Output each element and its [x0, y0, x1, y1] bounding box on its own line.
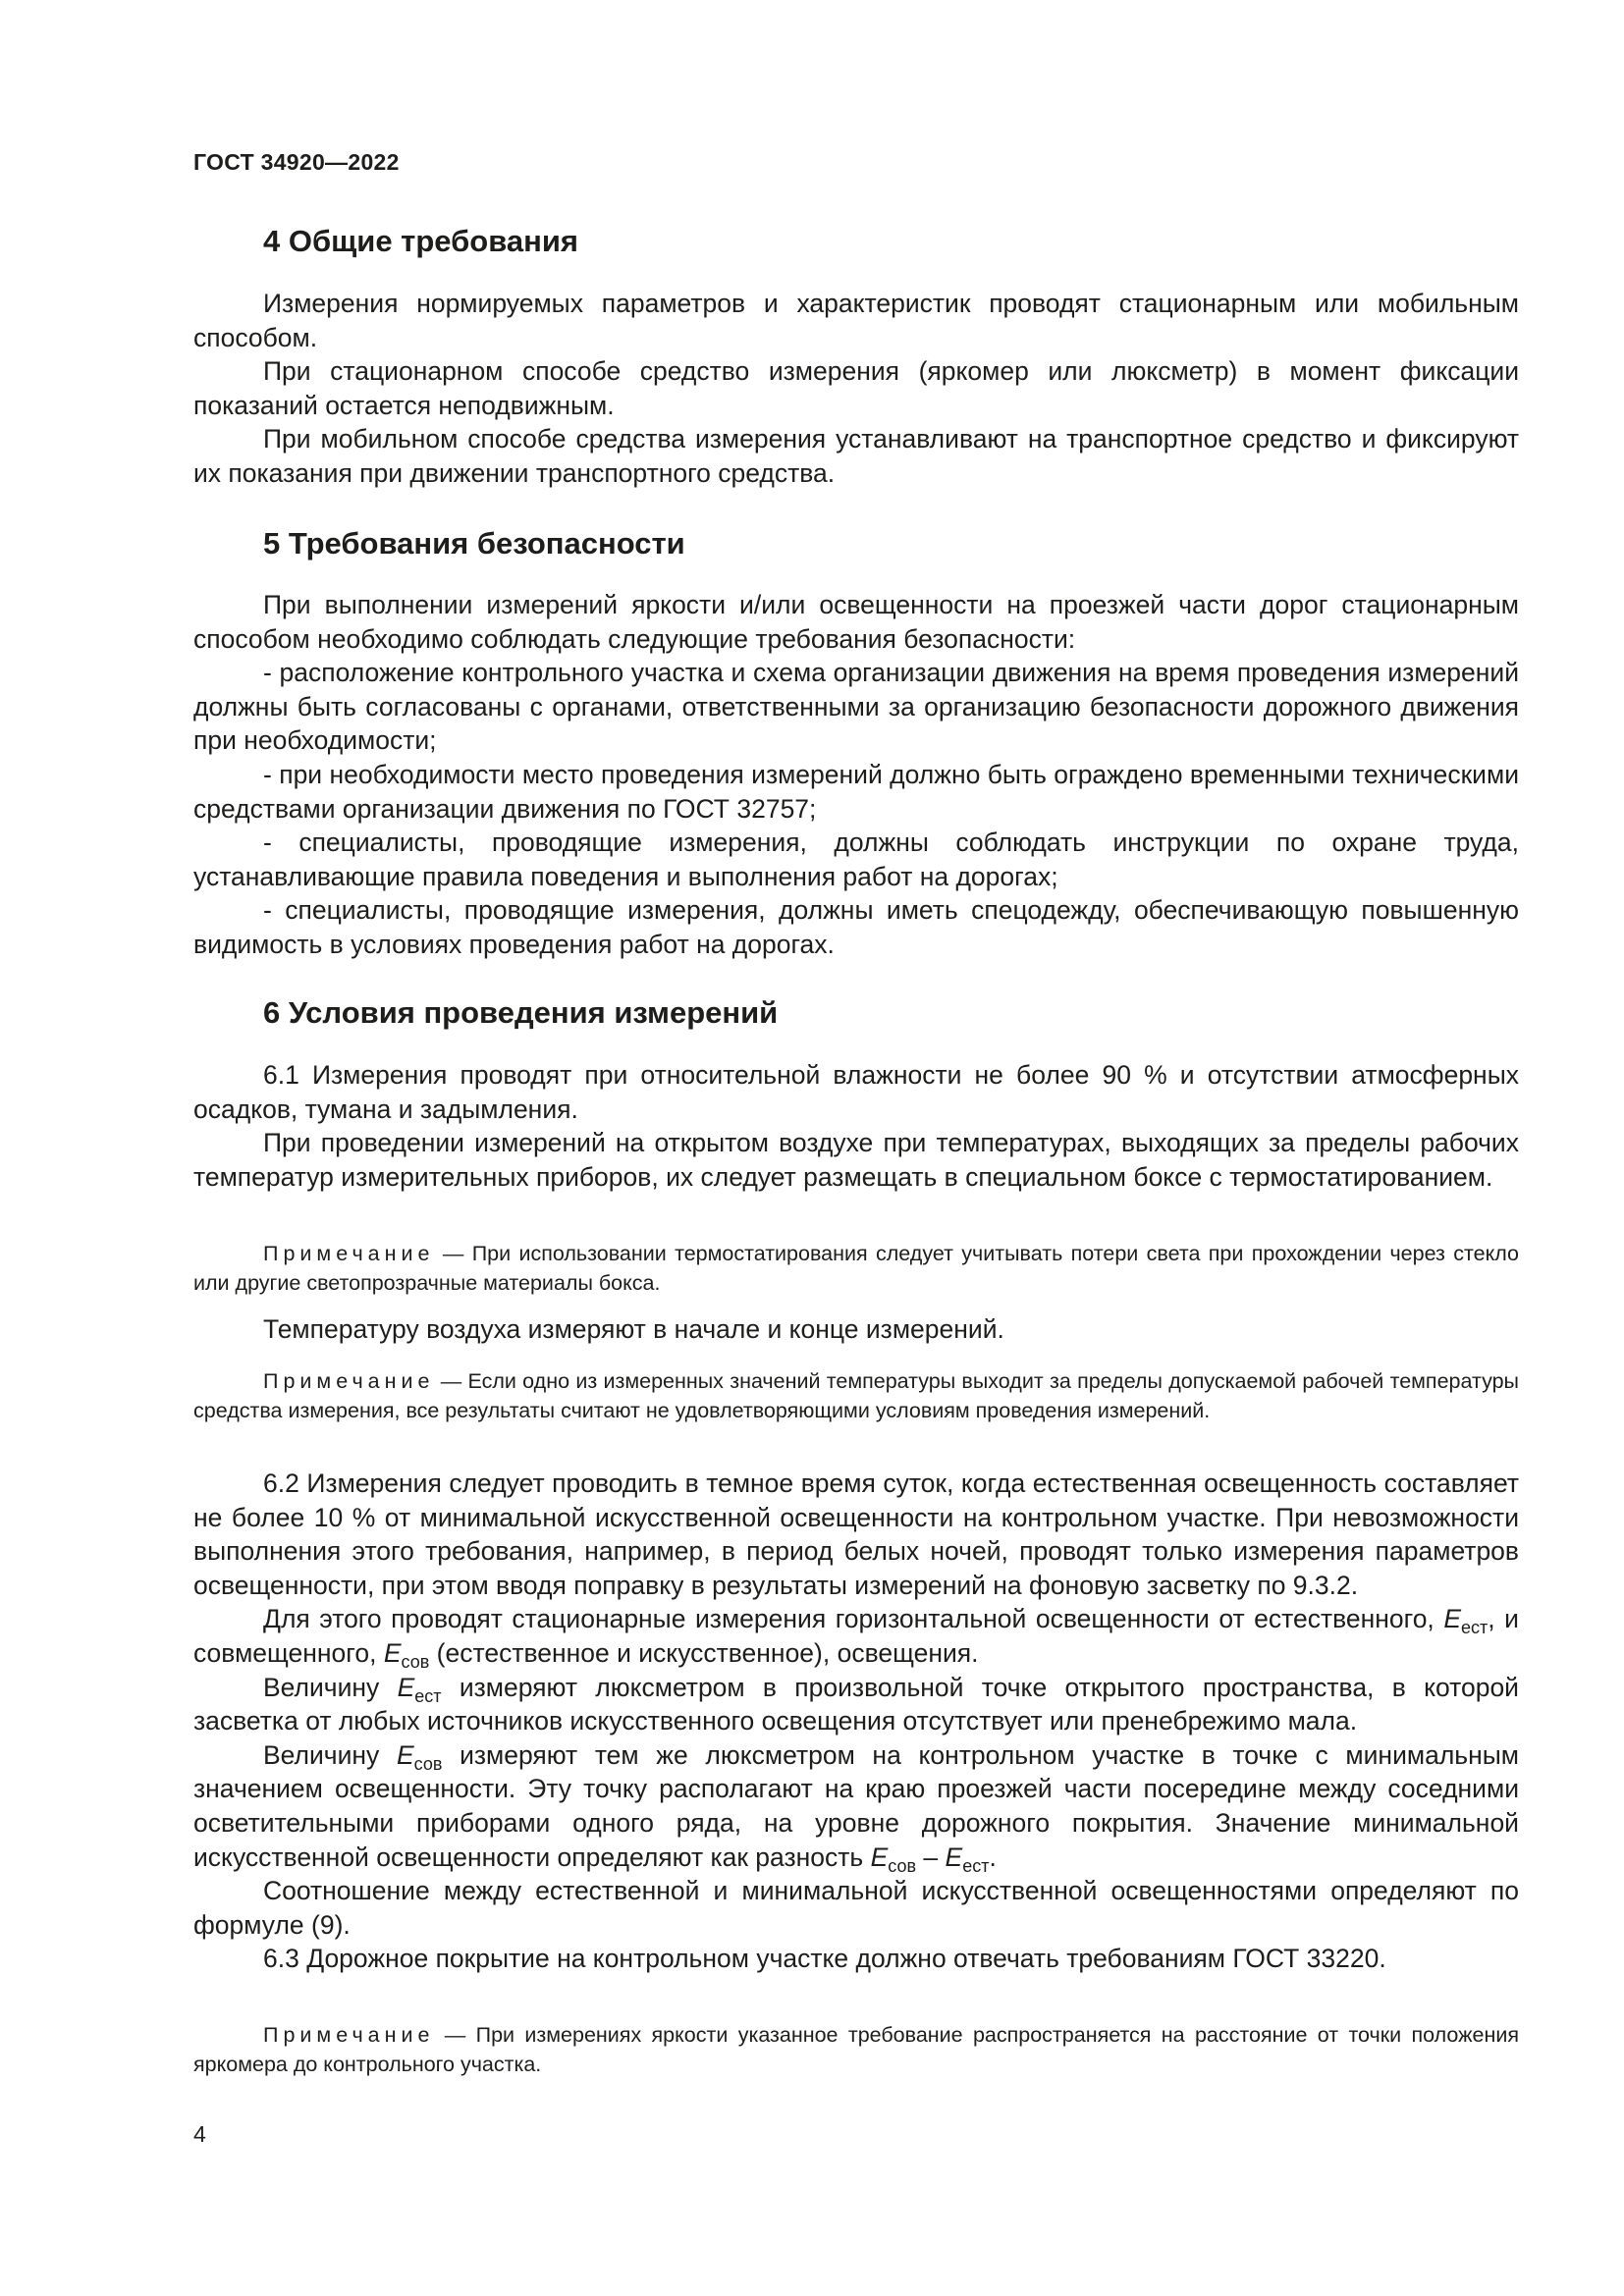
subscript: сов — [888, 1855, 917, 1876]
subscript: сов — [401, 1651, 430, 1672]
subscript: ест — [962, 1855, 990, 1876]
note-label: Примечание — [263, 1369, 435, 1393]
note-label: Примечание — [263, 1242, 435, 1265]
symbol-e: E — [383, 1637, 402, 1668]
subscript: ест — [1461, 1618, 1489, 1638]
section-5-body — [193, 588, 1519, 962]
paragraph: Температуру воздуха измеряют в начале и конце измерений. — [263, 1314, 1004, 1344]
symbol-e: E — [945, 1842, 963, 1872]
page-number: 4 — [193, 2121, 206, 2147]
section-6-title: 6 Условия проведения измерений — [263, 995, 779, 1030]
list-item: - специалисты, проводящие измерения, должны иметь спецодежду, обеспечивающую повышенную видимость в условиях проведения работ на дорогах. — [193, 895, 1519, 959]
symbol-e: E — [396, 1739, 414, 1770]
subscript: сов — [413, 1753, 443, 1774]
paragraph: 6.1 Измерения проводят при относительной влажности не более 90 % и отсутствии атмосферных осадков, тумана и задымления. — [193, 1060, 1519, 1124]
note-2 — [193, 1366, 1519, 1425]
note-text: — Если одно из измеренных значений температуры выходит за пределы допускаемой рабочей температуры средства измерения, все результаты считают не удовлетворяющими условиям проведения измерений. — [193, 1369, 1519, 1422]
list-item: - расположение контрольного участка и схема организации движения на время проведения измерений должны быть согласованы с органами, ответственными за организацию безопасности дорожного движения при необходимости; — [193, 658, 1519, 756]
paragraph: При выполнении измерений яркости и/или освещенности на проезжей части дорог стационарным способом необходимо соблюдать следующие требования безопасности: — [193, 590, 1519, 654]
paragraph: Для этого проводят стационарные измерения горизонтальной освещенности от естественного, $E_{ест}$, и совмещенного, $E_{сов}$ (естественное и искусственное), освещения. — [193, 1604, 1519, 1672]
section-5-title: 5 Требования безопасности — [263, 526, 685, 561]
paragraph: При стационарном способе средство измерения (яркомер или люксметр) в момент фиксации показаний остается неподвижным. — [193, 356, 1519, 420]
paragraph: Соотношение между естественной и минимальной искусственной освещенностями определяют по формуле (9). — [193, 1876, 1519, 1940]
section-4-title: 4 Общие требования — [263, 224, 578, 258]
note-text: — При измерениях яркости указанное требование распространяется на расстояние от точки положения яркомера до контрольного участка. — [193, 2023, 1519, 2076]
note-label: Примечание — [263, 2023, 435, 2047]
note-text: — При использовании термостатирования следует учитывать потери света при прохождении через стекло или другие светопрозрачные материалы бокса. — [193, 1242, 1519, 1295]
subscript: ест — [414, 1685, 442, 1706]
symbol-e: E — [870, 1842, 889, 1872]
list-item: - при необходимости место проведения измерений должно быть ограждено временными техническими средствами организации движения по ГОСТ 32757; — [193, 759, 1519, 824]
paragraph: При проведении измерений на открытом воздухе при температурах, выходящих за пределы рабочих температур измерительных приборов, их следует размещать в специальном боксе с термостатированием. — [193, 1128, 1519, 1192]
paragraph: 6.3 Дорожное покрытие на контрольном участке должно отвечать требованиям ГОСТ 33220. — [263, 1944, 1386, 1974]
paragraph: Величину $E_{ест}$ измеряют люксметром в произвольной точке открытого пространства, в которой засветка от любых источников искусственного освещения отсутствует или пренебрежимо мала. — [193, 1672, 1519, 1736]
section-6-1-body — [193, 1058, 1519, 1194]
list-item: - специалисты, проводящие измерения, должны соблюдать инструкции по охране труда, устанавливающие правила поведения и выполнения работ на дорогах; — [193, 828, 1519, 891]
symbol-e: E — [1443, 1604, 1462, 1634]
paragraph: 6.2 Измерения следует проводить в темное время суток, когда естественная освещенность составляет не более 10 % от минимальной искусственной освещенности на контрольном участке. При невозможности выполнения этого требования, например, в период белых ночей, проводят только измерения параметров освещенности, при этом вводя поправку в результаты измерений на фоновую засветку по 9.3.2. — [193, 1468, 1519, 1600]
note-1 — [193, 1239, 1519, 1298]
section-6-1-temperature — [193, 1312, 1519, 1347]
section-6-2-body — [193, 1467, 1519, 1976]
paragraph: Величину $E_{сов}$ измеряют тем же люксметром на контрольном участке в точке с минимальным значением освещенности. Эту точку располагают на краю проезжей части посередине между соседними осветительными приборами одного ряда, на уровне дорожного покрытия. Значение минимальной искусственной освещенности определяют как разность $E_{сов} - E_{ест}$. — [193, 1739, 1519, 1876]
document-code-header: ГОСТ 34920—2022 — [193, 149, 400, 175]
symbol-e: E — [397, 1672, 415, 1702]
paragraph: Измерения нормируемых параметров и характеристик проводят стационарным или мобильным способом. — [193, 289, 1519, 352]
section-4-body — [193, 287, 1519, 491]
note-3 — [193, 2020, 1519, 2079]
paragraph: При мобильном способе средства измерения устанавливают на транспортное средство и фиксируют их показания при движении транспортного средства. — [193, 424, 1519, 488]
